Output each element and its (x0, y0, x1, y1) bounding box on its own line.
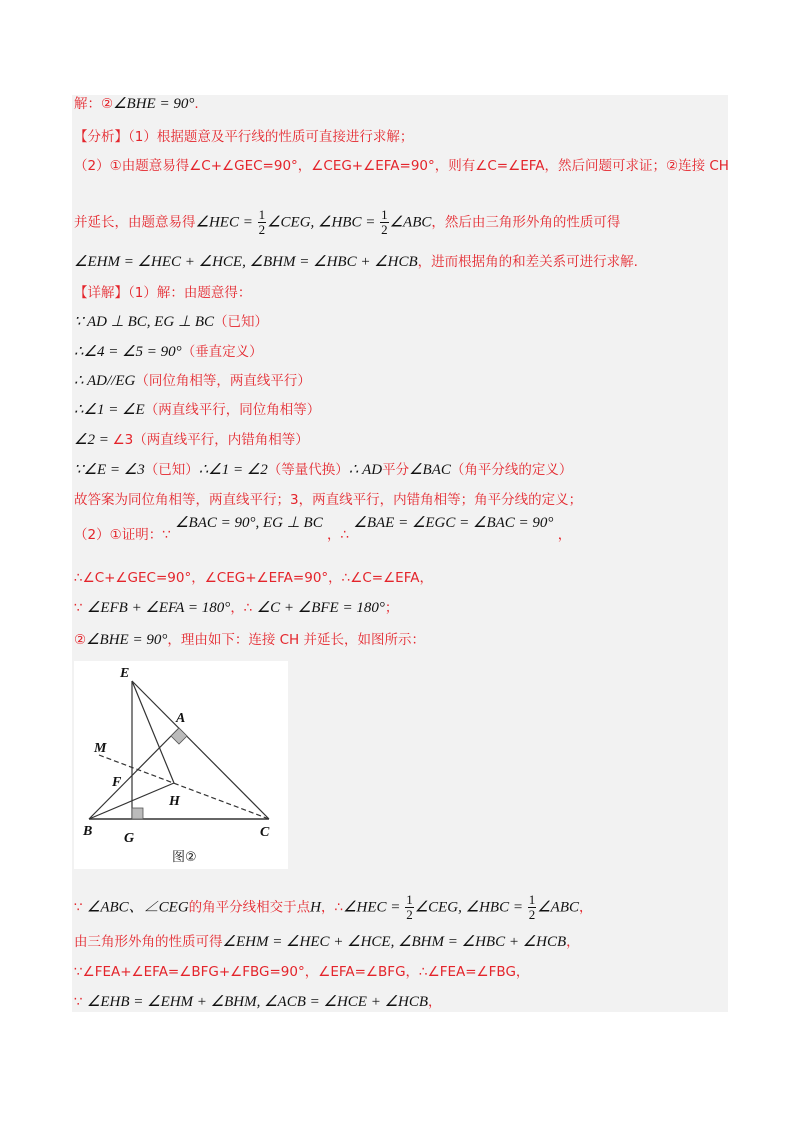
explanation-text: （已知） (144, 462, 199, 478)
math-expression: ∠C + ∠BFE = 180° (256, 600, 385, 616)
fraction-denominator: 2 (258, 222, 266, 237)
math-expression: ∴ AD (348, 462, 383, 478)
math-expression: ∠EFB + ∠EFA = 180° (86, 600, 231, 616)
solution-line (74, 208, 620, 237)
explanation-text: ∵∠FEA+∠EFA=∠BFG+∠FBG=90°，∠EFA=∠BFG，∴∠FEA=∠FBG， (74, 964, 530, 980)
solution-line (74, 400, 320, 420)
right-angle-mark-G (132, 808, 143, 819)
math-expression: ∴∠1 = ∠E (74, 402, 145, 418)
explanation-text: ， (428, 994, 442, 1010)
math-expression: ∴ AD//EG (74, 373, 136, 389)
solution-line (74, 460, 572, 480)
label-G: G (124, 831, 135, 846)
explanation-text: （2）①证明：∵ (74, 527, 176, 543)
solution-line (74, 94, 199, 114)
explanation-text: ，∴ (321, 899, 344, 916)
explanation-text: （2）①由题意易得∠C+∠GEC=90°，∠CEG+∠EFA=90°，则有∠C=∠EFA，然后问题可求证；②连接 CH (74, 158, 729, 174)
explanation-text: ，然后由三角形外角的性质可得 (431, 214, 621, 231)
geometry-figure (72, 655, 292, 870)
explanation-text: （角平分线的定义） (450, 462, 573, 478)
fraction-numerator: 1 (406, 892, 413, 907)
math-expression: ∠BAC (409, 462, 451, 478)
math-expression: ∠EHM = ∠HEC + ∠HCE, ∠BHM = ∠HBC + ∠HCB (74, 254, 418, 270)
solution-line (74, 283, 251, 303)
explanation-text: 的角平分线相交于点 (188, 899, 311, 916)
fraction-numerator: 1 (528, 892, 536, 907)
solution-line (74, 312, 268, 332)
math-expression: ∠CEG, ∠HBC = (414, 899, 527, 916)
explanation-text: 平分 (382, 462, 410, 478)
solution-line (74, 490, 582, 510)
explanation-text: 解：② (74, 96, 114, 112)
label-C: C (260, 825, 270, 840)
fraction-numerator: 1 (258, 207, 266, 222)
explanation-text: ， (566, 934, 580, 950)
solution-line (74, 932, 580, 952)
fraction (528, 893, 537, 922)
solution-line (74, 630, 425, 650)
explanation-text: ， (553, 527, 572, 543)
explanation-text: 【分析】（1）根据题意及平行线的性质可直接进行求解； (74, 129, 414, 145)
figure-caption: 图② (172, 850, 197, 865)
explanation-text: （等量代换） (267, 462, 349, 478)
solution-line (74, 342, 263, 362)
explanation-text: 由三角形外角的性质可得 (74, 934, 223, 950)
fraction (258, 208, 267, 237)
explanation-text: ，∴ (322, 527, 354, 543)
solution-line (74, 252, 638, 272)
math-expression: ∠ABC (537, 899, 579, 916)
math-expression: ∠EHB = ∠EHM + ∠BHM, ∠ACB = ∠HCE + ∠HCB (86, 994, 429, 1010)
explanation-text: 故答案为同位角相等，两直线平行；3，两直线平行，内错角相等；角平分线的定义； (74, 492, 583, 508)
solution-line (74, 568, 433, 588)
solution-line (74, 430, 309, 450)
math-expression: H (310, 899, 322, 916)
explanation-text: . (194, 96, 199, 112)
math-expression: ∠EHM = ∠HEC + ∠HCE, ∠BHM = ∠HBC + ∠HCB (222, 934, 567, 950)
label-H: H (169, 794, 180, 809)
fraction-denominator: 2 (381, 222, 388, 237)
math-expression: ∠BHE = 90° (86, 632, 168, 648)
explanation-text: ② (74, 632, 87, 648)
explanation-text: （已知） (213, 314, 268, 330)
label-E: E (120, 666, 130, 681)
math-expression: ∠HEC = (343, 899, 405, 916)
explanation-text: ，理由如下：连接 CH 并延长，如图所示： (167, 632, 426, 648)
explanation-text: ∠3（两直线平行，内错角相等） (112, 432, 309, 448)
math-expression: ∠ABC、∠CEG (86, 899, 189, 916)
solution-line (74, 962, 529, 982)
explanation-text: ∵ (74, 899, 87, 916)
explanation-text: ，进而根据角的和差关系可进行求解. (417, 254, 638, 270)
math-expression: ∠HEC = (195, 214, 257, 231)
math-expression: ∴∠1 = ∠2 (198, 462, 268, 478)
math-expression: ∠ABC (389, 214, 432, 231)
fraction (405, 893, 414, 922)
math-expression: ∴∠4 = ∠5 = 90° (74, 344, 182, 360)
fraction-numerator: 1 (381, 207, 388, 222)
math-expression: ∵ AD ⊥ BC, EG ⊥ BC (74, 314, 214, 330)
math-expression: ∵∠E = ∠3 (74, 462, 145, 478)
math-expression: ∠BAC = 90°, EG ⊥ BC (175, 515, 323, 531)
explanation-text: ； (384, 600, 399, 616)
math-expression: ∠BAE = ∠EGC = ∠BAC = 90° (353, 515, 554, 531)
label-M: M (94, 741, 107, 756)
solution-line (74, 893, 593, 922)
explanation-text: ∵ (74, 994, 87, 1010)
explanation-text: （垂直定义） (181, 344, 263, 360)
fraction-denominator: 2 (528, 907, 536, 922)
solution-line (74, 156, 729, 176)
math-expression: ∠CEG, ∠HBC = (267, 214, 380, 231)
solution-line (74, 992, 442, 1012)
math-expression: ∠2 = (74, 432, 113, 448)
solution-line (74, 371, 311, 391)
figure-background (74, 661, 288, 869)
fraction-denominator: 2 (406, 907, 413, 922)
solution-line (74, 127, 413, 147)
explanation-text: 【详解】（1）解：由题意得： (74, 285, 252, 301)
label-A: A (176, 711, 186, 726)
explanation-text: ∵ (74, 600, 87, 616)
explanation-text: ， (579, 899, 593, 916)
math-expression: ∠BHE = 90° (113, 96, 195, 112)
explanation-text: ∴∠C+∠GEC=90°，∠CEG+∠EFA=90°，∴∠C=∠EFA， (74, 570, 433, 586)
explanation-text: 并延长，由题意易得 (74, 214, 196, 231)
explanation-text: ，∴ (230, 600, 257, 616)
solution-line (74, 515, 572, 545)
explanation-text: （同位角相等，两直线平行） (135, 373, 311, 389)
fraction (380, 208, 389, 237)
label-B: B (83, 824, 93, 839)
explanation-text: （两直线平行，同位角相等） (144, 402, 321, 418)
solution-line (74, 598, 398, 618)
label-F: F (112, 775, 122, 790)
